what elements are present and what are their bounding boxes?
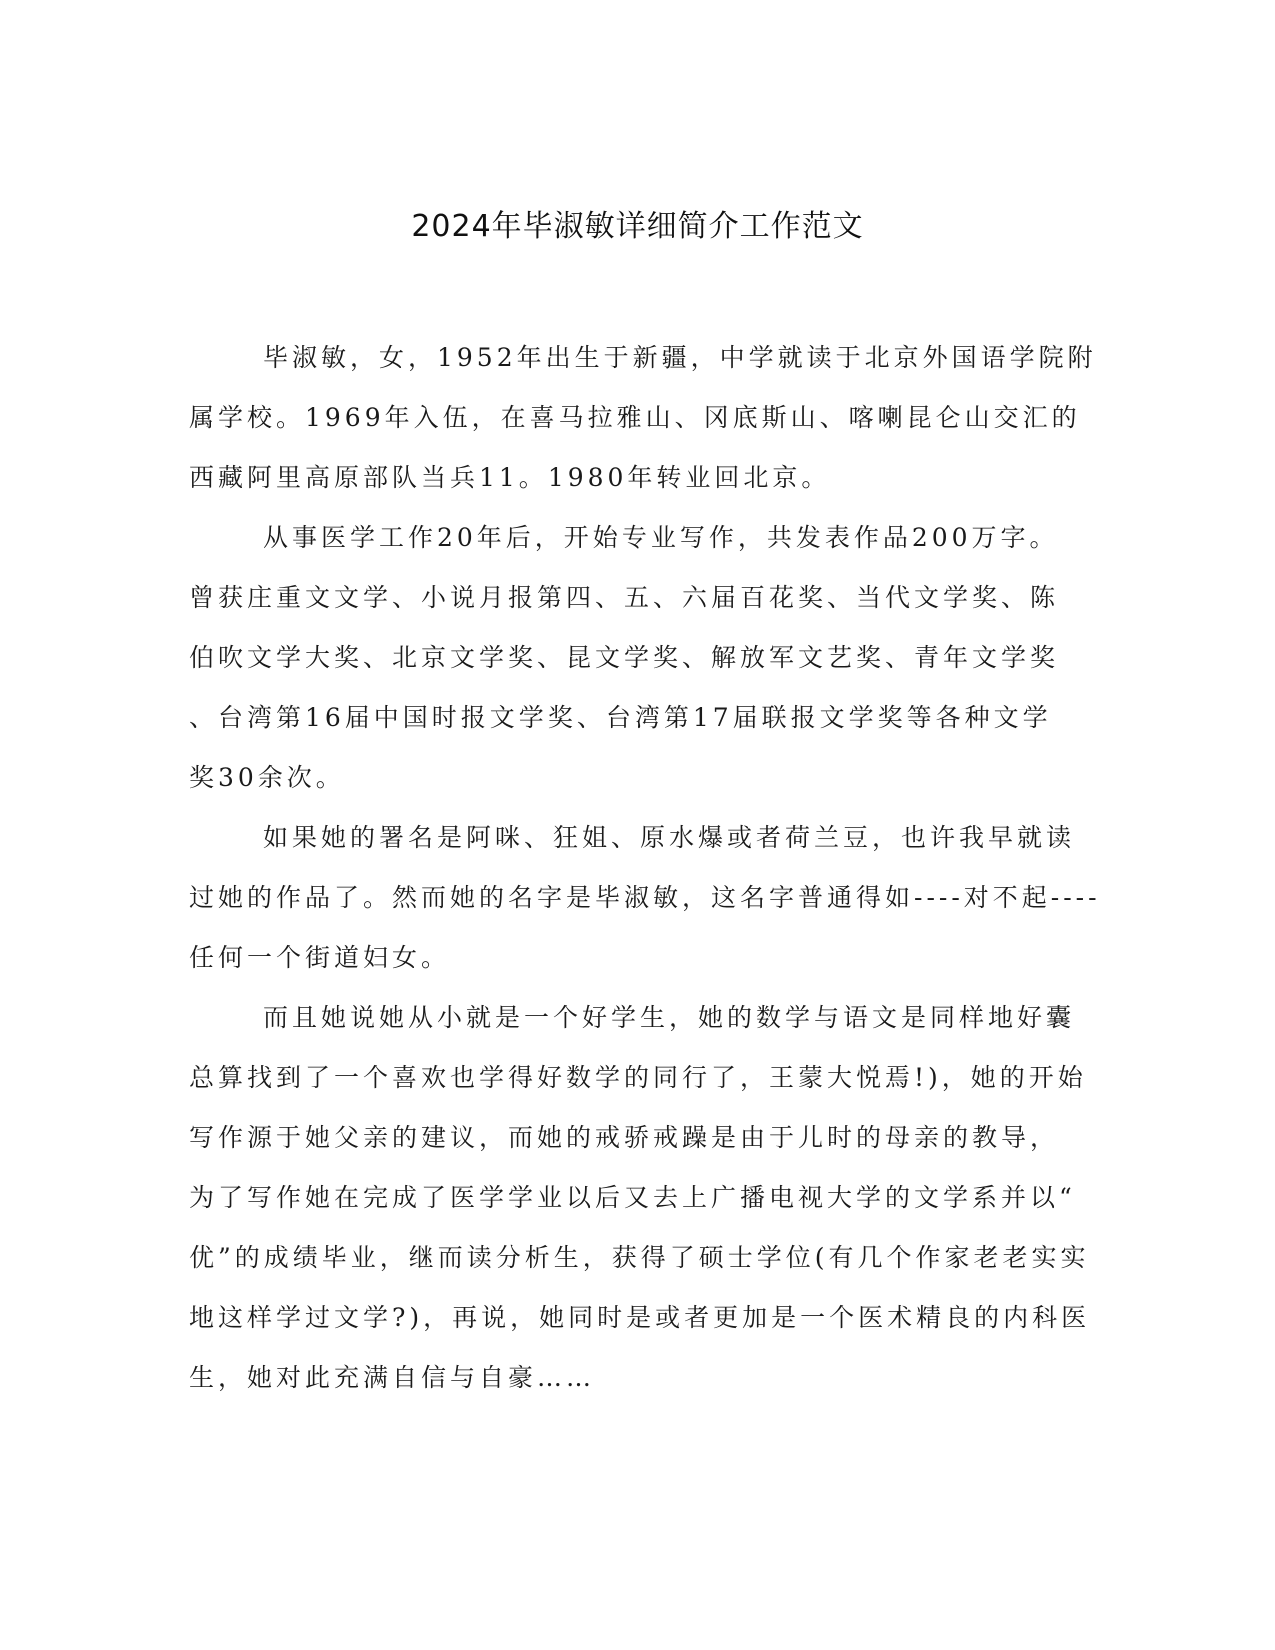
- paragraph-education: [189, 988, 1091, 1408]
- text-line: 从事医学工作20年后，开始专业写作，共发表作品200万字。: [263, 523, 1059, 552]
- text-line: 优”的成绩毕业，继而读分析生，获得了硕士学位(有几个作家老老实实: [189, 1243, 1090, 1272]
- paragraph-name: [189, 808, 1101, 988]
- document-body: [189, 328, 1101, 1408]
- text-line: 为了写作她在完成了医学学业以后又去上广播电视大学的文学系并以“: [189, 1183, 1076, 1212]
- text-line: 属学校。1969年入伍，在喜马拉雅山、冈底斯山、喀喇昆仑山交汇的: [189, 403, 1081, 432]
- text-line: 伯吹文学大奖、北京文学奖、昆文学奖、解放军文艺奖、青年文学奖: [189, 643, 1060, 672]
- text-line: 、台湾第16届中国时报文学奖、台湾第17届联报文学奖等各种文学: [189, 703, 1052, 732]
- paragraph-biography: [189, 328, 1097, 508]
- text-line: 写作源于她父亲的建议，而她的戒骄戒躁是由于儿时的母亲的教导，: [189, 1123, 1060, 1152]
- text-line: 过她的作品了。然而她的名字是毕淑敏，这名字普通得如----对不起----: [189, 883, 1101, 912]
- text-line: 任何一个街道妇女。: [189, 943, 451, 972]
- text-line: 曾获庄重文文学、小说月报第四、五、六届百花奖、当代文学奖、陈: [189, 583, 1060, 612]
- text-line: 而且她说她从小就是一个好学生，她的数学与语文是同样地好囊: [263, 1003, 1076, 1032]
- text-line: 奖30余次。: [189, 763, 345, 792]
- text-line: 总算找到了一个喜欢也学得好数学的同行了，王蒙大悦焉!)，她的开始: [189, 1063, 1087, 1092]
- text-line: 生，她对此充满自信与自豪……: [189, 1363, 596, 1392]
- paragraph-awards: [189, 508, 1081, 808]
- text-line: 如果她的署名是阿咪、狂姐、原水爆或者荷兰豆，也许我早就读: [263, 823, 1076, 852]
- text-line: 地这样学过文学?)，再说，她同时是或者更加是一个医术精良的内科医: [189, 1303, 1091, 1332]
- text-line: 西藏阿里高原部队当兵11。1980年转业回北京。: [189, 463, 831, 492]
- document-title: 2024年毕淑敏详细简介工作范文: [411, 209, 864, 244]
- text-line: 毕淑敏，女，1952年出生于新疆，中学就读于北京外国语学院附: [263, 343, 1097, 372]
